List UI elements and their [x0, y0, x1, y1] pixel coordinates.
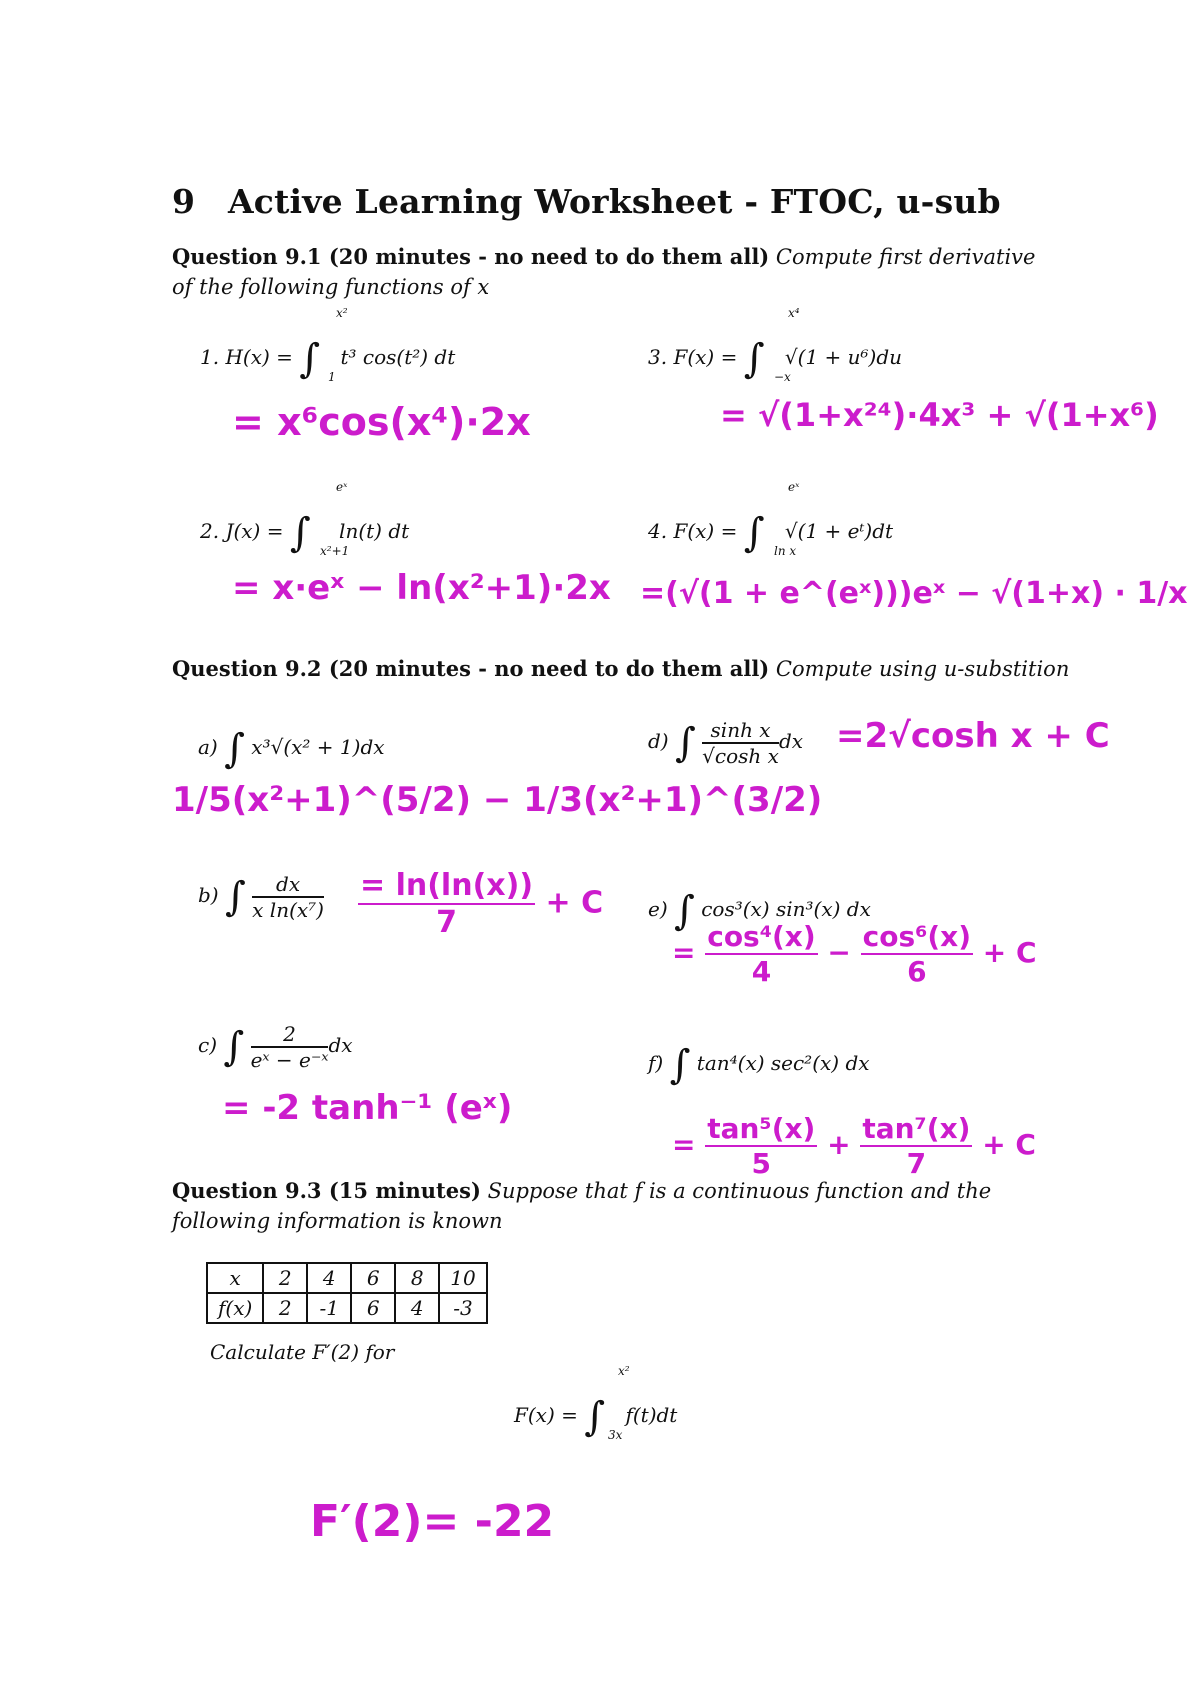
- q1-answer-3: = √(1+x²⁴)·4x³ + √(1+x⁶): [720, 396, 1159, 434]
- integral-sign: ∫: [224, 726, 245, 772]
- integral-sign: ∫: [674, 720, 696, 766]
- integral-sign: ∫: [674, 888, 695, 934]
- q2-answer-f: = $\frac{\text{tan⁵(x)}}{5}$ + $\frac{\text{tan⁷(x)}}{7}$ + C: [672, 1112, 1036, 1180]
- section-number: 9: [172, 182, 196, 221]
- q1-answer-1: = x⁶cos(x⁴)·2x: [232, 400, 531, 444]
- q2-problem-f: f) ∫ tan⁴(x) sec²(x) dx: [648, 1042, 870, 1088]
- q1-answer-2: = x·eˣ − ln(x²+1)·2x: [232, 568, 611, 608]
- q2-answer-c: = -2 tanh⁻¹ (eˣ): [222, 1088, 513, 1128]
- q1-heading: Question 9.1 (20 minutes - no need to do them all): [172, 244, 770, 269]
- integral-sign: ∫: [223, 1024, 245, 1070]
- integral-sign: ∫: [299, 336, 321, 382]
- q3-prompt: Suppose that f is a continuous function and the following information is known: [172, 1179, 992, 1233]
- q3-formula: F(x) = ∫ x² 3x f(t)dt: [514, 1364, 678, 1442]
- q1-problem-1: 1. H(x) = ∫ x² 1 t³ cos(t²) dt: [200, 306, 456, 384]
- q2-answer-d: =2√cosh x + C: [836, 716, 1110, 756]
- q2-answer-b: $\frac{= \ln(\ln(x))}{7}$ + C: [360, 868, 604, 940]
- table-row: x 2 4 6 8 10: [207, 1263, 487, 1293]
- table-row: f(x) 2 -1 6 4 -3: [207, 1293, 487, 1323]
- page-title: [172, 182, 1001, 221]
- q3-calc-prompt: Calculate F′(2) for: [210, 1340, 395, 1364]
- q1-problem-2: 2. J(x) = ∫ eˣ x²+1 ln(t) dt: [200, 480, 410, 558]
- values-table: [206, 1262, 488, 1324]
- integral-sign: ∫: [743, 336, 765, 382]
- q3-answer: F′(2)= -22: [310, 1496, 555, 1547]
- q2-problem-c: c) ∫ $\frac{2}{\text{eˣ − e⁻ˣ}}$ dx: [198, 1021, 353, 1072]
- title-text: Active Learning Worksheet - FTOC, u-sub: [228, 182, 1001, 221]
- q1-problem-4: 4. F(x) = ∫ eˣ ln x √(1 + eᵗ)dt: [648, 480, 894, 558]
- integral-sign: ∫: [743, 510, 765, 556]
- q2-problem-a: a) ∫ x³√(x² + 1)dx: [198, 726, 385, 772]
- q1-problem-3: 3. F(x) = ∫ x⁴ −x √(1 + u⁶)du: [648, 306, 903, 384]
- q2-heading: Question 9.2 (20 minutes - no need to do them all): [172, 656, 770, 681]
- q3-heading: Question 9.3 (15 minutes): [172, 1178, 481, 1203]
- q2-prompt: Compute using u-substition: [775, 657, 1070, 681]
- integral-sign: ∫: [224, 874, 246, 920]
- integral-sign: ∫: [669, 1042, 691, 1088]
- q1-header: [172, 242, 1052, 302]
- q1-prompt: Compute first derivative of the following functions of x: [172, 245, 1036, 299]
- q2-problem-b: b) ∫ $\frac{dx}{\text{x ln(x⁷)}}$: [198, 871, 324, 922]
- q2-answer-a: 1/5(x²+1)^(5/2) − 1/3(x²+1)^(3/2): [172, 780, 823, 820]
- integral-sign: ∫: [289, 510, 311, 556]
- q2-problem-d: d) ∫ $\frac{\text{sinh x}}{\text{√cosh x}}$ dx: [648, 717, 804, 768]
- integral-sign: ∫: [584, 1394, 606, 1440]
- q2-problem-e: e) ∫ cos³(x) sin³(x) dx: [648, 888, 871, 934]
- q2-header: [172, 654, 1072, 684]
- q3-header: [172, 1176, 1052, 1236]
- q1-answer-4: =(√(1 + e^(eˣ)))eˣ − √(1+x) · 1/x: [640, 576, 1188, 611]
- q2-answer-e: = $\frac{\text{cos⁴(x)}}{4}$ − $\frac{\text{cos⁶(x)}}{6}$ + C: [672, 920, 1037, 988]
